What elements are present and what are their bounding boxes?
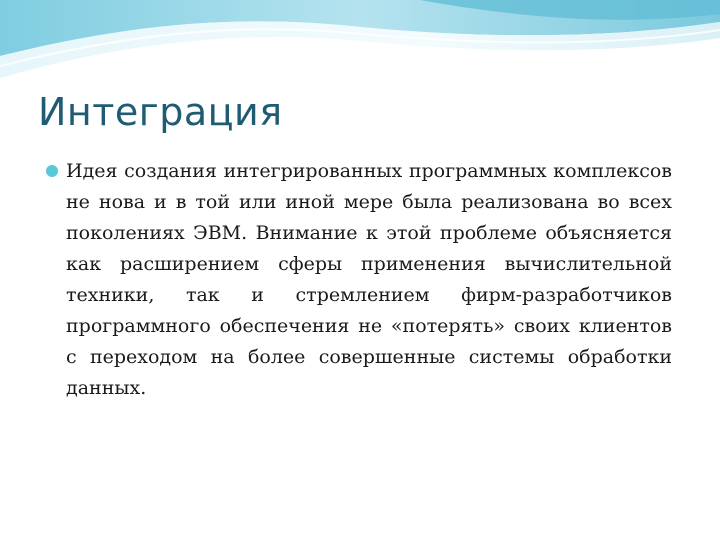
- header-wave-decoration: [0, 0, 720, 90]
- bullet-dot-icon: [46, 165, 58, 177]
- bullet-list: [46, 156, 672, 404]
- slide-title: Интеграция: [38, 90, 283, 134]
- bullet-item: [46, 156, 672, 404]
- bullet-text: Идея создания интегрированных программных комплексов не нова и в той или иной мере была реализована во всех поколениях ЭВМ. Внимание к этой проблеме объясняется как расширением сферы применения вычислительной техники, так и стремлением фирм-разработчиков программного обеспечения не «потерять» своих клиентов с переходом на более совершенные системы обработки данных.: [66, 160, 672, 399]
